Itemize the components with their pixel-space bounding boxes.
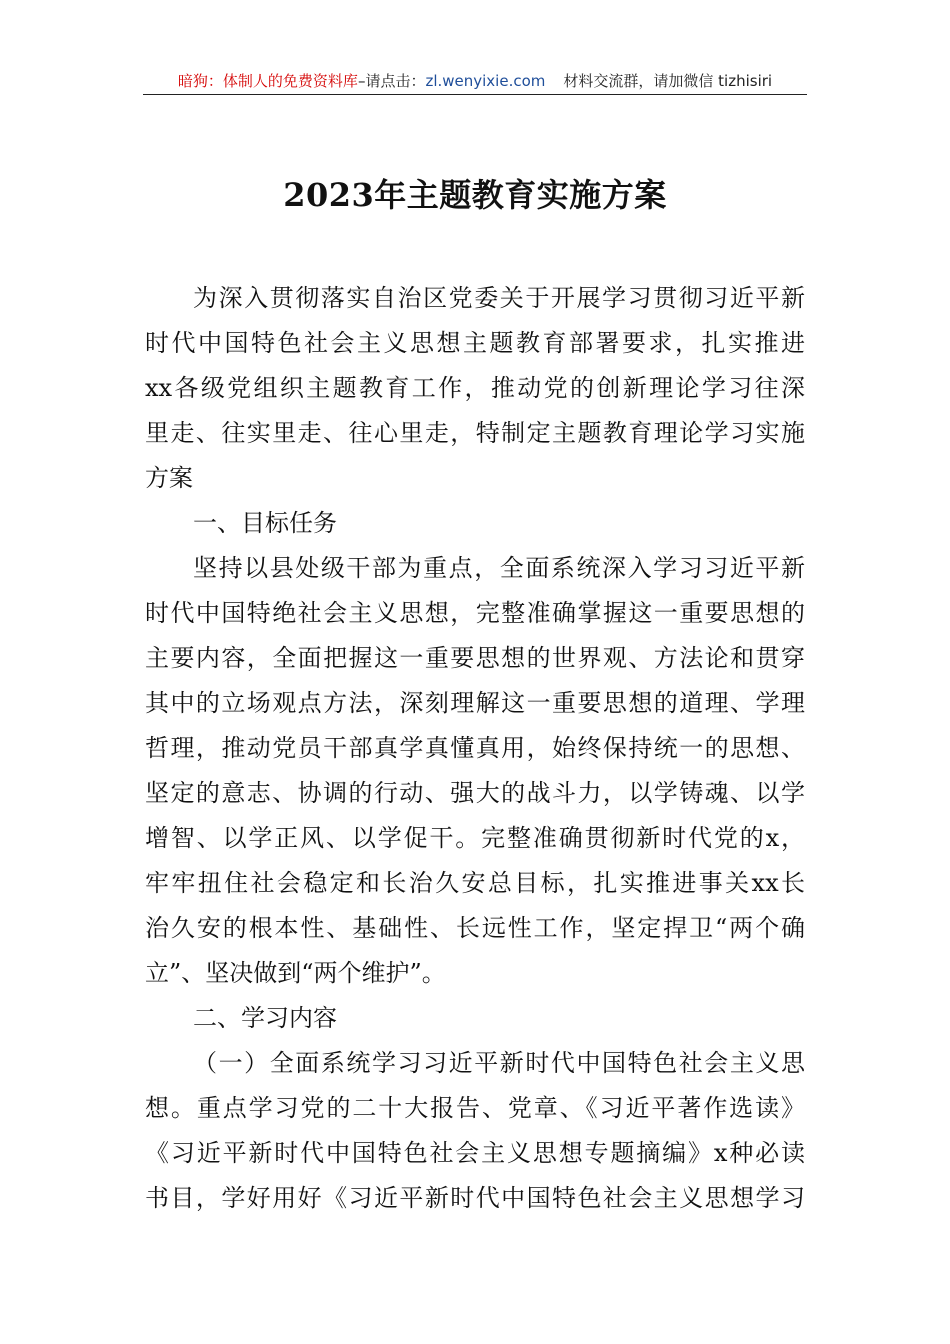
paragraph-line: 哲理，推动党员干部真学真懂真用，始终保持统一的思想、 xyxy=(145,734,805,762)
paragraph-line: 立”、坚决做到“两个维护”。 xyxy=(145,959,446,987)
paragraph-line: 坚持以县处级干部为重点，全面系统深入学习习近平新 xyxy=(193,554,805,582)
header-url-link[interactable]: zl.wenyixie.com xyxy=(425,72,546,90)
paragraph-line: 时代中国特色社会主义思想主题教育部署要求，扎实推进 xyxy=(145,329,805,357)
document-header xyxy=(143,68,807,95)
paragraph-line: 主要内容，全面把握这一重要思想的世界观、方法论和贯穿 xyxy=(145,644,805,672)
document-title: 2023年主题教育实施方案 xyxy=(283,176,667,214)
paragraph-line: 增智、以学正风、以学促干。完整准确贯彻新时代党的x， xyxy=(145,824,805,852)
paragraph-line: 方案 xyxy=(145,464,193,492)
paragraph-line: 治久安的根本性、基础性、长远性工作，坚定捍卫“两个确 xyxy=(145,914,805,942)
paragraph-line: 牢牢扭住社会稳定和长治久安总目标，扎实推进事关xx长 xyxy=(145,869,805,897)
paragraph-line: 坚定的意志、协调的行动、强大的战斗力，以学铸魂、以学 xyxy=(145,779,805,807)
paragraph-line: xx各级党组织主题教育工作，推动党的创新理论学习往深 xyxy=(145,374,805,402)
section-heading-goals: 一、目标任务 xyxy=(193,509,337,537)
paragraph-line: 时代中国特绝社会主义思想，完整准确掌握这一重要思想的 xyxy=(145,599,805,627)
paragraph-line: 书目，学好用好《习近平新时代中国特色社会主义思想学习 xyxy=(145,1184,805,1212)
paragraph-line: 里走、往实里走、往心里走，特制定主题教育理论学习实施 xyxy=(145,419,805,447)
section-heading-content: 二、学习内容 xyxy=(193,1004,337,1032)
paragraph-line: 为深入贯彻落实自治区党委关于开展学习贯彻习近平新 xyxy=(193,284,805,312)
paragraph-line: （一）全面系统学习习近平新时代中国特色社会主义思 xyxy=(193,1049,805,1077)
paragraph-line: 其中的立场观点方法，深刻理解这一重要思想的道理、学理 xyxy=(145,689,805,717)
header-click-prompt: –请点击： xyxy=(357,72,426,90)
paragraph-line: 想。重点学习党的二十大报告、党章、《习近平著作选读》 xyxy=(145,1094,805,1122)
header-wechat-note: 材料交流群，请加微信 tizhisiri xyxy=(563,72,773,90)
header-site-label: 暗狗：体制人的免费资料库 xyxy=(177,72,358,90)
paragraph-line: 《习近平新时代中国特色社会主义思想专题摘编》x种必读 xyxy=(145,1139,805,1167)
